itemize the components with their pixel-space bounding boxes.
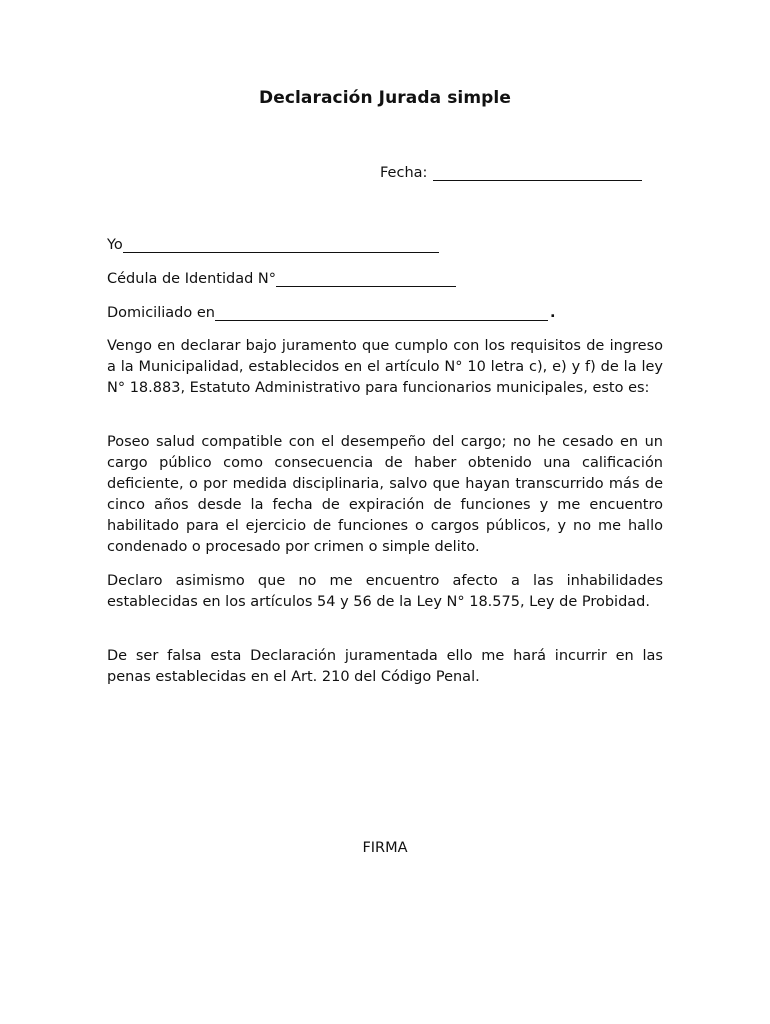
paragraph-inhabilidades: Declaro asimismo que no me encuentro afecto a las inhabilidades establecidas en los artículos 54 y 56 de la Ley N° 18.575, Ley de Probidad.	[107, 573, 663, 610]
date-blank-line[interactable]	[433, 164, 642, 181]
date-field-row	[380, 164, 642, 181]
name-label: Yo	[107, 237, 123, 253]
paragraph-requirements: Poseo salud compatible con el desempeño del cargo; no he cesado en un cargo público como consecuencia de haber obtenido una calificación deficiente, o por medida disciplinaria, salvo que hayan transcurrido más de cinco años desde la fecha de expiración de funciones y me encuentro habilitado para el ejercicio de funciones o cargos públicos, y no me hallo condenado o procesado por crimen o simple delito.	[107, 434, 663, 555]
address-field-row	[107, 304, 555, 321]
address-label: Domiciliado en	[107, 305, 215, 321]
id-field-row	[107, 270, 456, 287]
id-blank-line[interactable]	[276, 270, 456, 287]
address-period: .	[549, 305, 556, 321]
name-blank-line[interactable]	[123, 236, 439, 253]
name-field-row	[107, 236, 439, 253]
date-label: Fecha:	[380, 165, 428, 181]
signature-label: FIRMA	[362, 840, 408, 856]
paragraph-penalty: De ser falsa esta Declaración juramentada ello me hará incurrir en las penas establecidas en el Art. 210 del Código Penal.	[107, 648, 663, 685]
document-title: Declaración Jurada simple	[258, 88, 511, 108]
address-blank-line[interactable]	[215, 304, 548, 321]
id-label: Cédula de Identidad N°	[107, 271, 277, 287]
paragraph-declaration: Vengo en declarar bajo juramento que cumplo con los requisitos de ingreso a la Municipalidad, establecidos en el artículo N° 10 letra c), e) y f) de la ley N° 18.883, Estatuto Administrativo para funcionarios municipales, esto es:	[107, 338, 663, 396]
